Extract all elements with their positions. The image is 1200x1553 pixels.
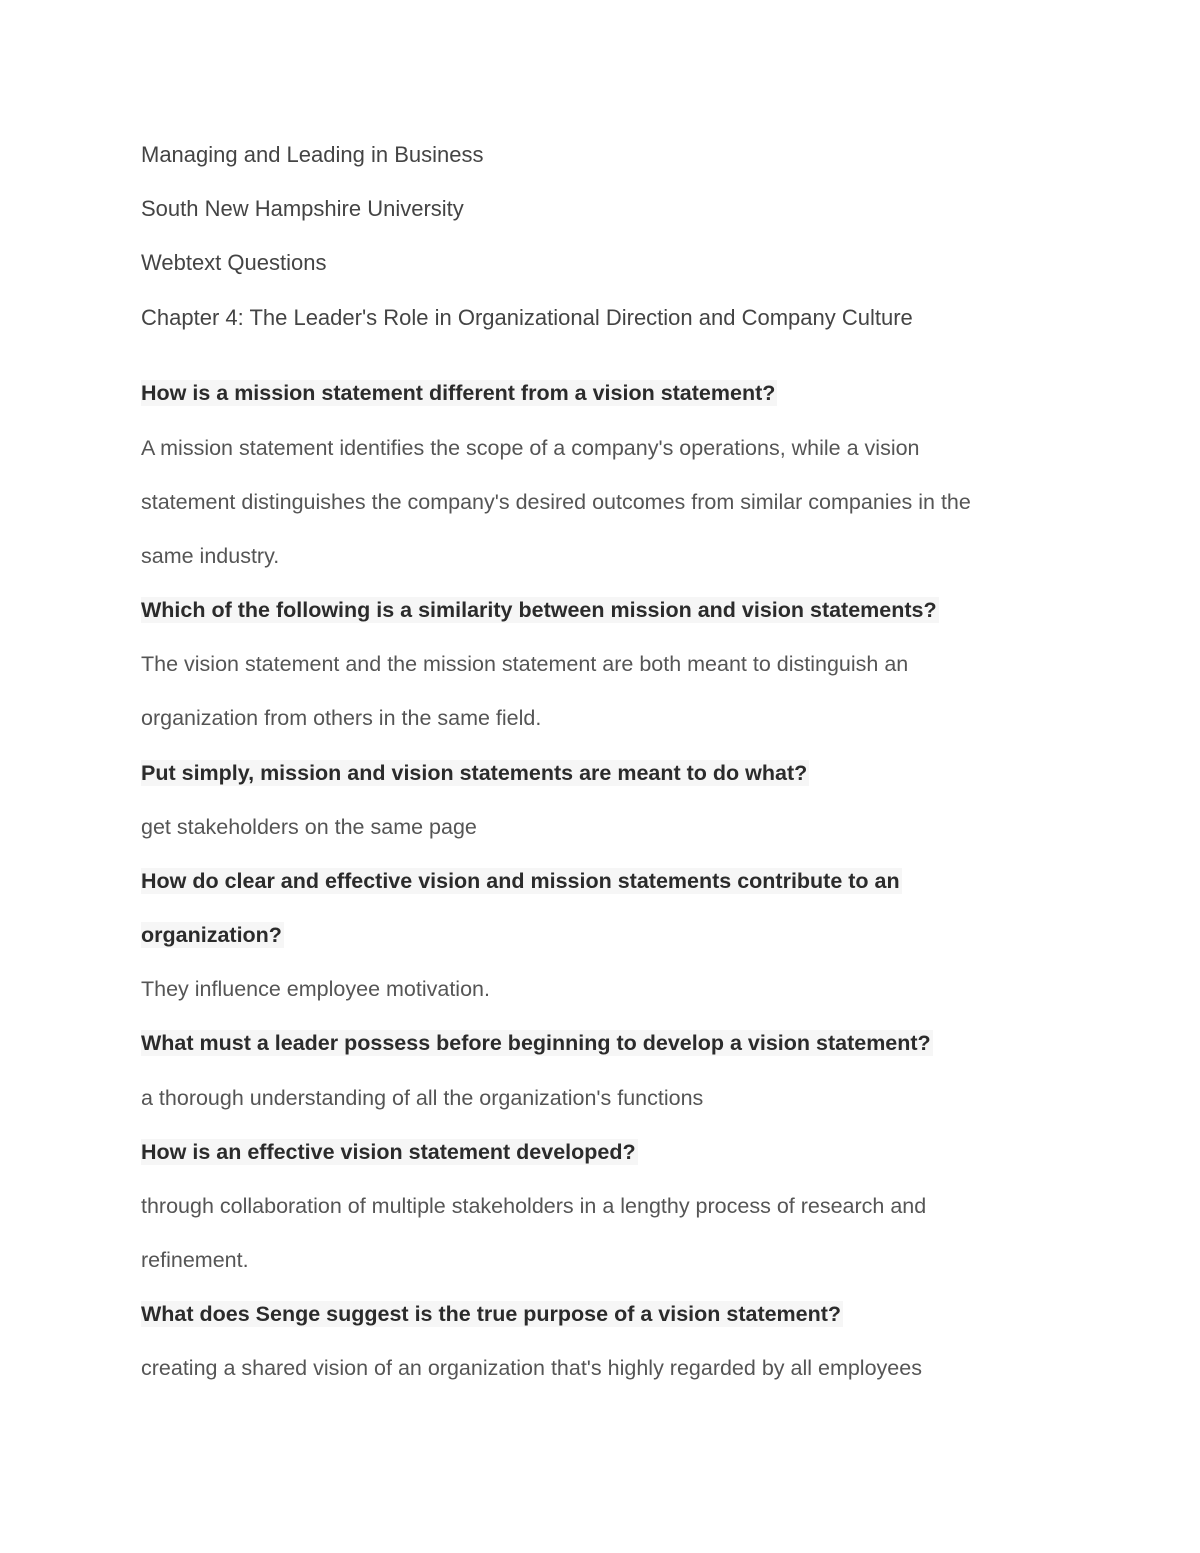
answer-6-line-2: refinement. [141, 1248, 249, 1272]
answer-5-line-1: a thorough understanding of all the organization's functions [141, 1086, 704, 1110]
question-3-line-1: Put simply, mission and vision statements are meant to do what? [141, 761, 808, 785]
assignment-title: Webtext Questions [141, 250, 327, 275]
university-name: South New Hampshire University [141, 196, 464, 221]
question-1 [141, 378, 777, 408]
answer-1-line-1: A mission statement identifies the scope of a company's operations, while a vision [141, 436, 920, 460]
answer-2-line-2: organization from others in the same field. [141, 706, 542, 730]
question-4-line-1-text: How do clear and effective vision and mission statements contribute to an [141, 869, 900, 893]
answer-7-line-1: creating a shared vision of an organization that's highly regarded by all employees [141, 1356, 922, 1380]
answer-6-line-1: through collaboration of multiple stakeholders in a lengthy process of research and [141, 1194, 927, 1218]
question-3 [141, 758, 809, 788]
question-4-line-2 [141, 920, 284, 950]
question-7 [141, 1299, 843, 1329]
question-7-line-1: What does Senge suggest is the true purpose of a vision statement? [141, 1302, 842, 1326]
answer-1-line-3: same industry. [141, 544, 280, 568]
question-6 [141, 1137, 638, 1167]
chapter-title: Chapter 4: The Leader's Role in Organizational Direction and Company Culture [141, 305, 913, 330]
question-4-line-2-text: organization? [141, 923, 282, 947]
answer-1-line-2: statement distinguishes the company's desired outcomes from similar companies in the [141, 490, 971, 514]
question-6-line-1: How is an effective vision statement developed? [141, 1140, 636, 1164]
answer-4-line-1: They influence employee motivation. [141, 977, 490, 1001]
answer-3-line-1: get stakeholders on the same page [141, 815, 477, 839]
question-1-line-1: How is a mission statement different from a vision statement? [141, 381, 776, 405]
question-5 [141, 1028, 933, 1058]
answer-2-line-1: The vision statement and the mission statement are both meant to distinguish an [141, 652, 909, 676]
course-title: Managing and Leading in Business [141, 142, 484, 167]
question-4-line-1 [141, 866, 902, 896]
question-2 [141, 595, 939, 625]
question-5-line-1: What must a leader possess before beginning to develop a vision statement? [141, 1031, 931, 1055]
question-2-line-1: Which of the following is a similarity between mission and vision statements? [141, 598, 937, 622]
